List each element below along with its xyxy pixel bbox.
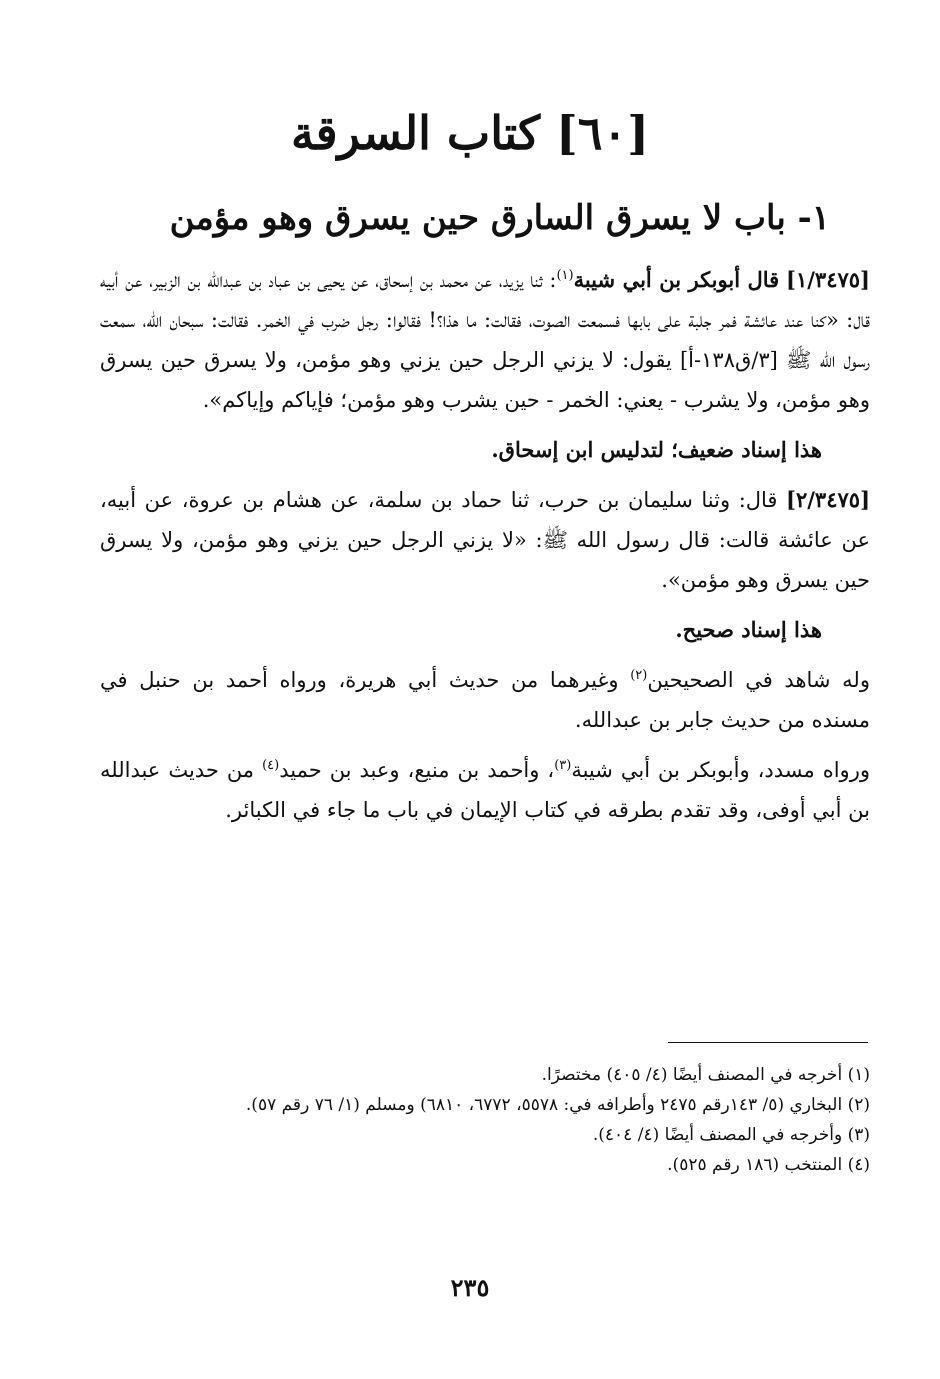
- page-number: ٢٣٥: [450, 1273, 490, 1302]
- main-text: [100, 260, 870, 840]
- footnotes: [100, 1060, 870, 1180]
- hadith-reference: [١/٣٤٧٥]: [786, 267, 870, 292]
- hadith-text: : ثنا يزيد، عن محمد بن إسحاق، عن يحيى بن عباد بن عبدالله بن الزبير، عن أبيه قال: «كنا عند عائشة فمر جلبة على بابها فسمعت الصوت، فقالت: ما هذا؟! فقالوا: رجل ضرب في الخمر. فقالت: سبحان الله، سمعت رسول الله ﷺ [٣/ق١٣٨-أ] يقول: لا يزني الرجل حين يزني وهو مؤمن، ولا يسرق حين يسرق وهو مؤمن، ولا يشرب - يعني: الخمر - حين يشرب وهو مؤمن؛ فإياكم وإياكم».: [100, 268, 871, 412]
- footnote-marker: (٢): [630, 668, 648, 683]
- footnote-item: (٢) البخاري (٥/ ١٤٣رقم ٢٤٧٥ وأطرافه في: ٥٥٧٨، ٦٧٧٢، ٦٨١٠) ومسلم (١/ ٧٦ رقم ٥٧).: [245, 1095, 870, 1115]
- commentary-paragraph-2: [100, 750, 870, 830]
- footnote-item: (٣) وأخرجه في المصنف أيضًا (٤/ ٤٠٤).: [592, 1125, 870, 1145]
- book-title: [٦٠] كتاب السرقة: [291, 106, 649, 160]
- footnote-marker: (٤): [262, 758, 280, 773]
- footnote-item: (١) أخرجه في المصنف أيضًا (٤/ ٤٠٥) مختصرًا.: [541, 1065, 870, 1085]
- chapter-title: ١- باب لا يسرق السارق حين يسرق وهو مؤمن: [169, 198, 830, 238]
- commentary-text: ورواه مسدد، وأبوبكر بن أبي شيبة: [571, 758, 870, 782]
- footnote-marker: (٣): [554, 758, 572, 773]
- isnad-verdict: هذا إسناد ضعيف؛ لتدليس ابن إسحاق.: [491, 437, 822, 462]
- hadith-narrator: قال أبوبكر بن أبي شيبة: [573, 267, 780, 292]
- commentary-text: وله شاهد في الصحيحين: [647, 668, 870, 692]
- commentary-text: ، وأحمد بن منيع، وعبد بن حميد: [279, 758, 555, 782]
- isnad-verdict: هذا إسناد صحيح.: [675, 617, 822, 642]
- commentary-paragraph-1: [100, 660, 870, 740]
- commentary-text: من حديث عبدالله بن أبي أوفى، وقد تقدم بطرقه في كتاب الإيمان في باب ما جاء في الكبائر.: [100, 758, 870, 822]
- hadith-reference: [٢/٣٤٧٥]: [786, 487, 870, 512]
- hadith-paragraph-1: [100, 260, 870, 420]
- footnote-divider: [668, 1042, 868, 1043]
- hadith-text: قال: وثنا سليمان بن حرب، ثنا حماد بن سلمة، عن هشام بن عروة، عن أبيه، عن عائشة قالت: قال رسول الله ﷺ: «لا يزني الرجل حين يزني وهو مؤمن، ولا يسرق حين يسرق وهو مؤمن».: [100, 488, 870, 592]
- commentary-text: وغيرهما من حديث أبي هريرة، ورواه أحمد بن حنبل في مسنده من حديث جابر بن عبدالله.: [100, 668, 870, 732]
- footnote-item: (٤) المنتخب (١٨٦ رقم ٥٢٥).: [667, 1155, 870, 1175]
- hadith-paragraph-2: [100, 480, 870, 600]
- footnote-marker: (١): [556, 268, 574, 283]
